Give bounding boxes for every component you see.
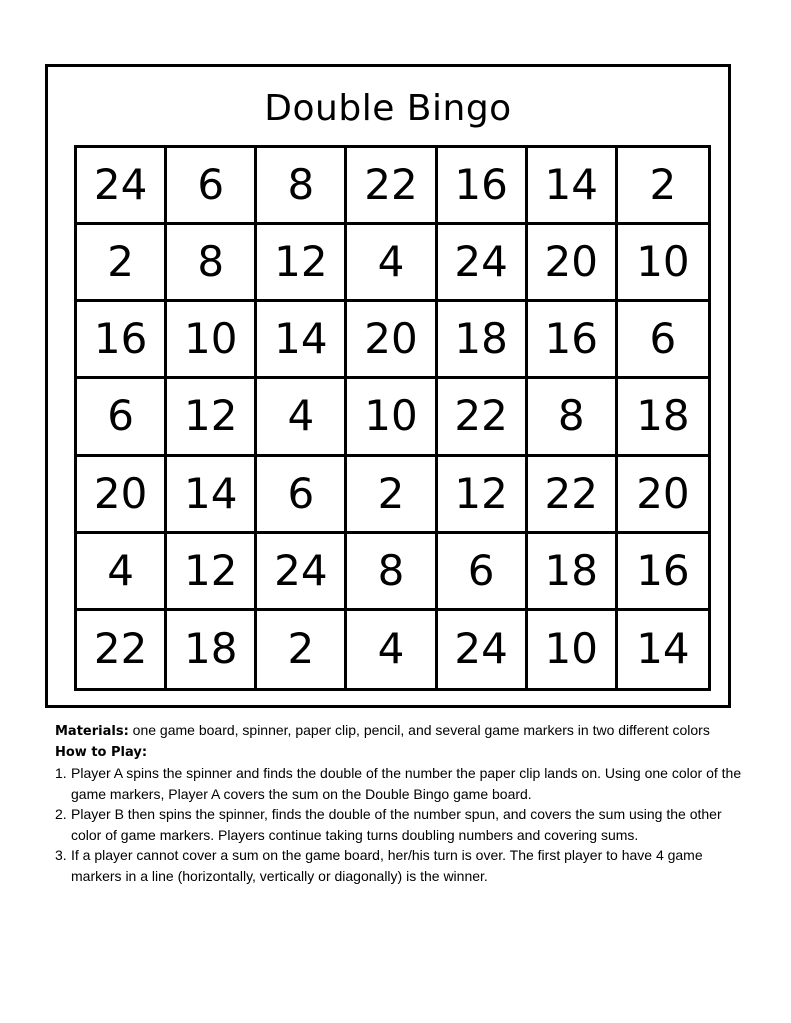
bingo-cell[interactable]: 16 <box>618 534 708 611</box>
step-1 <box>55 763 745 804</box>
step-number: 3. <box>55 847 67 863</box>
bingo-cell[interactable]: 4 <box>257 379 347 456</box>
game-board-frame <box>45 64 731 708</box>
bingo-cell[interactable]: 6 <box>438 534 528 611</box>
bingo-cell[interactable]: 12 <box>167 379 257 456</box>
step-3 <box>55 845 745 886</box>
bingo-cell[interactable]: 24 <box>77 148 167 225</box>
bingo-cell[interactable]: 16 <box>77 302 167 379</box>
bingo-cell[interactable]: 12 <box>438 457 528 534</box>
bingo-cell[interactable]: 8 <box>528 379 618 456</box>
bingo-cell[interactable]: 4 <box>347 611 437 688</box>
bingo-cell[interactable]: 16 <box>438 148 528 225</box>
instructions <box>55 720 745 886</box>
bingo-cell[interactable]: 6 <box>167 148 257 225</box>
bingo-cell[interactable]: 22 <box>347 148 437 225</box>
materials-text: one game board, spinner, paper clip, pencil, and several game markers in two different colors <box>128 722 710 738</box>
step-number: 2. <box>55 806 67 822</box>
bingo-cell[interactable]: 14 <box>528 148 618 225</box>
bingo-cell[interactable]: 24 <box>257 534 347 611</box>
bingo-cell[interactable]: 10 <box>528 611 618 688</box>
bingo-cell[interactable]: 12 <box>257 225 347 302</box>
bingo-cell[interactable]: 14 <box>636 624 690 674</box>
materials-label: Materials: <box>55 724 129 739</box>
step-text: If a player cannot cover a sum on the game board, her/his turn is over. The first player to have 4 game markers in a line (horizontally, vertically or diagonally) is the winner. <box>71 847 703 884</box>
bingo-cell[interactable]: 14 <box>257 302 347 379</box>
bingo-cell[interactable]: 20 <box>347 302 437 379</box>
bingo-cell[interactable]: 20 <box>77 457 167 534</box>
bingo-cell[interactable]: 2 <box>77 225 167 302</box>
bingo-cell[interactable]: 8 <box>167 225 257 302</box>
bingo-cell[interactable]: 10 <box>618 225 708 302</box>
step-number: 1. <box>55 765 67 781</box>
bingo-cell[interactable]: 8 <box>347 534 437 611</box>
bingo-cell[interactable]: 8 <box>257 148 347 225</box>
step-text: Player B then spins the spinner, finds the double of the number spun, and covers the sum using the other color of game markers. Players continue taking turns doubling numbers and covering sums. <box>71 806 722 843</box>
bingo-cell[interactable]: 10 <box>347 379 437 456</box>
bingo-grid <box>74 145 711 691</box>
bingo-cell[interactable]: 2 <box>618 148 708 225</box>
bingo-cell[interactable]: 22 <box>438 379 528 456</box>
bingo-cell[interactable]: 18 <box>618 379 708 456</box>
bingo-cell[interactable]: 18 <box>438 302 528 379</box>
bingo-cell[interactable]: 16 <box>528 302 618 379</box>
bingo-cell[interactable]: 2 <box>257 611 347 688</box>
bingo-cell[interactable]: 2 <box>347 457 437 534</box>
bingo-cell[interactable]: 20 <box>618 457 708 534</box>
bingo-cell[interactable]: 6 <box>618 302 708 379</box>
bingo-cell[interactable]: 10 <box>167 302 257 379</box>
board-title: Double Bingo <box>264 88 512 129</box>
bingo-cell[interactable]: 14 <box>167 457 257 534</box>
bingo-cell[interactable]: 20 <box>528 225 618 302</box>
bingo-cell[interactable]: 22 <box>528 457 618 534</box>
materials-section <box>55 720 745 743</box>
bingo-cell[interactable]: 18 <box>528 534 618 611</box>
bingo-cell[interactable]: 18 <box>167 611 257 688</box>
bingo-cell[interactable]: 6 <box>257 457 347 534</box>
how-to-play-label: How to Play: <box>55 744 148 760</box>
bingo-cell[interactable]: 24 <box>438 611 528 688</box>
step-text: Player A spins the spinner and finds the double of the number the paper clip lands on. Using one color of the game markers, Player A covers the sum on the Double Bingo game board. <box>71 765 742 802</box>
bingo-cell[interactable]: 22 <box>77 611 167 688</box>
bingo-cell[interactable]: 24 <box>438 225 528 302</box>
bingo-cell[interactable]: 12 <box>167 534 257 611</box>
bingo-cell[interactable]: 4 <box>77 534 167 611</box>
bingo-cell[interactable]: 6 <box>77 379 167 456</box>
step-2 <box>55 804 745 845</box>
bingo-cell[interactable]: 4 <box>347 225 437 302</box>
